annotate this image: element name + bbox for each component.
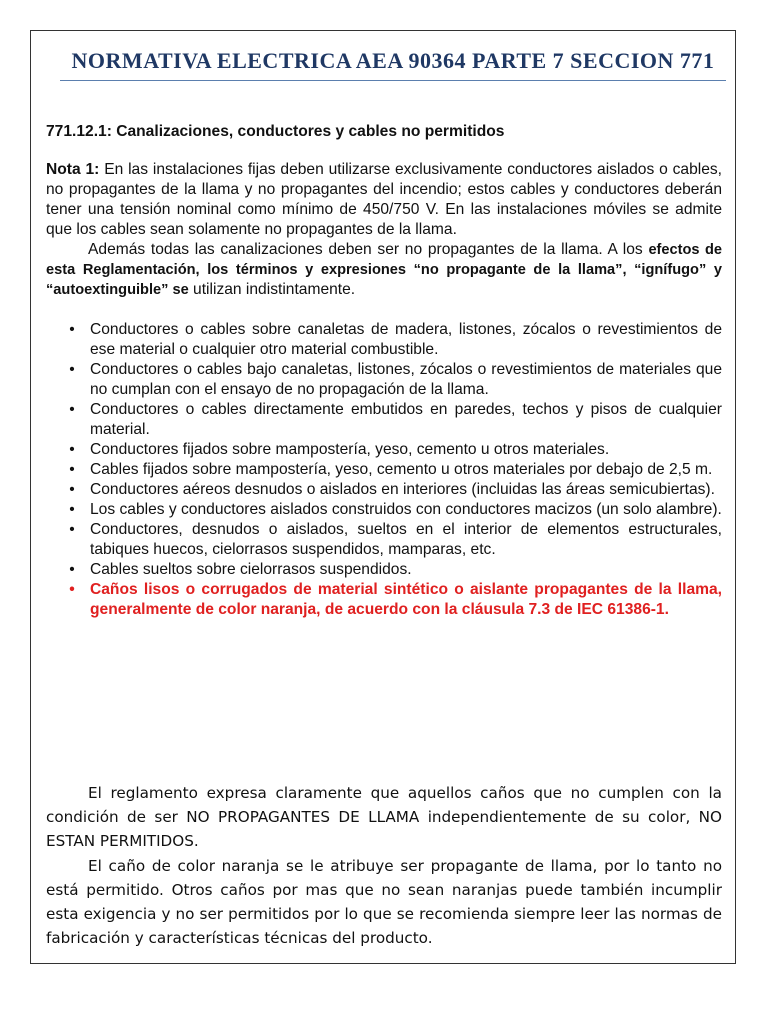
bullet-icon: •: [69, 561, 75, 578]
list-item: [46, 360, 722, 400]
prohibited-list: [46, 320, 722, 620]
list-item-text: Cables fijados sobre mampostería, yeso, cemento u otros materiales por debajo de 2,5 m.: [90, 461, 713, 478]
page-title: NORMATIVA ELECTRICA AEA 90364 PARTE 7 SECCION 771: [71, 48, 715, 73]
terms-text-end: utilizan indistintamente.: [188, 281, 356, 298]
list-item-text: Cables sueltos sobre cielorrasos suspendidos.: [90, 561, 412, 578]
list-item-text: Conductores, desnudos o aislados, sueltos en el interior de elementos estructurales, tabiques huecos, cielorrasos suspendidos, mamparas, etc.: [90, 521, 722, 558]
list-item: [46, 320, 722, 360]
note-paragraph: [46, 160, 722, 240]
bullet-icon: •: [69, 361, 75, 378]
title-underline: [60, 80, 726, 81]
list-item: [46, 480, 722, 500]
list-item-text: Conductores o cables directamente embutidos en paredes, techos y pisos de cualquier material.: [90, 401, 722, 438]
list-item-text: Conductores o cables sobre canaletas de madera, listones, zócalos o revestimientos de ese material o cualquier otro material combustible.: [90, 321, 722, 358]
list-item: [46, 400, 722, 440]
bullet-icon: •: [69, 521, 75, 538]
note-text: En las instalaciones fijas deben utilizarse exclusivamente conductores aislados o cables, no propagantes de la llama y no propagantes del incendio; estos cables y conductores deberán tener una tensión nominal como mínimo de 450/750 V. En las instalaciones móviles se admite que los cables sean solamente no propagantes de la llama.: [46, 161, 723, 238]
bullet-icon: •: [69, 321, 75, 338]
terms-text-bold: efectos de esta Reglamentación, los términos y expresiones “no propagante de la llama”, “ignífugo” y “autoextinguible” se: [46, 242, 722, 298]
bullet-icon: •: [69, 501, 75, 518]
section-heading: 771.12.1: Canalizaciones, conductores y cables no permitidos: [46, 123, 505, 140]
closing-paragraph-2: El caño de color naranja se le atribuye ser propagante de llama, por lo tanto no está permitido. Otros caños por mas que no sean naranjas puede también incumplir esta exigencia y no ser permitidos por lo que se recomienda siempre leer las normas de fabricación y características técnicas del producto.: [46, 856, 722, 948]
list-item-text: Conductores fijados sobre mampostería, yeso, cemento u otros materiales.: [90, 441, 610, 458]
list-item-text: Los cables y conductores aislados construidos con conductores macizos (un solo alambre).: [90, 501, 722, 518]
list-item: [46, 560, 722, 580]
bullet-icon: •: [69, 441, 75, 458]
closing-paragraph-1: El reglamento expresa claramente que aquellos caños que no cumplen con la condición de ser NO PROPAGANTES DE LLAMA independientemente de su color, NO ESTAN PERMITIDOS.: [46, 784, 722, 851]
terms-paragraph: [46, 240, 722, 300]
bullet-icon: •: [69, 401, 75, 418]
list-item-text: Conductores o cables bajo canaletas, listones, zócalos o revestimientos de materiales que no cumplan con el ensayo de no propagación de la llama.: [90, 361, 722, 398]
list-item-text: Caños lisos o corrugados de material sintético o aislante propagantes de la llama, generalmente de color naranja, de acuerdo con la cláusula 7.3 de IEC 61386-1.: [90, 581, 722, 618]
bullet-icon: •: [69, 481, 75, 498]
list-item: [46, 520, 722, 560]
list-item: [46, 500, 722, 520]
list-item: [46, 440, 722, 460]
note-label: Nota 1:: [46, 161, 100, 178]
list-item-text: Conductores aéreos desnudos o aislados en interiores (incluidas las áreas semicubiertas).: [90, 481, 715, 498]
bullet-icon: •: [69, 581, 75, 598]
list-item: [46, 460, 722, 480]
document-body: [46, 122, 722, 620]
bullet-icon: •: [69, 461, 75, 478]
terms-text-start: Además todas las canalizaciones deben ser no propagantes de la llama. A los: [88, 241, 649, 258]
closing-section: [46, 781, 722, 950]
list-item-warning: [46, 580, 722, 620]
